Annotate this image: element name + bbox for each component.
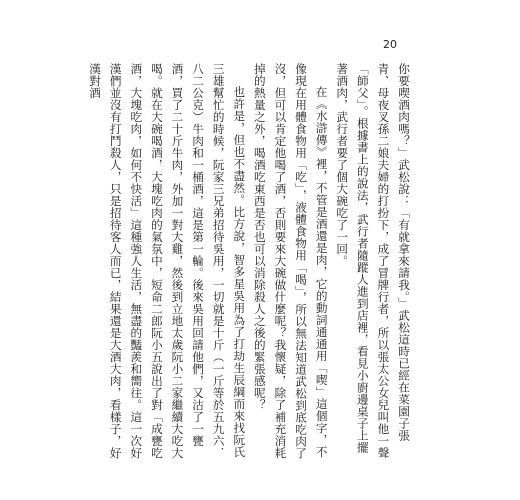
paragraph-3: 也許是，但也不盡然。比方說，智多星吳用為了打劫生辰綱而來找阮氏三雄幫忙的時候，阮家三兄弟招待吳用，一切就是十斤（一斤等於五九六．八二公克）牛肉和一桶酒，這是第一輪。後來吳用回請他們，又沽了一甕酒，買了二十斤牛肉，外加一對大雞，然後到立地太歲阮小二家繼續大吃大喝。就在大碗喝酒，大塊吃肉的氣氛中，短命二郎阮小五說出了對「成甕吃酒，大塊吃肉，如何不快活」這種強人生活，無盡的豔羨和嚮往。這一次好漢們並沒有打鬥殺人，只是招待客人而已，結果還是大酒大肉，看樣子，好漢對酒 — [88, 63, 247, 459]
paragraph-2: 在《水滸傳》裡，不管是酒還是肉，它的動詞通通用「喫」這個字，不像現在用體食物用「吃」，液體食物用「喝」，所以無法知道武松到底吃肉了沒，但可以肯定他喝了酒，否則要來大碗做什麼呢？我懷疑，除了補充消耗掉的熱量之外，喝酒吃東西是否也可以消除殺人之後的緊張感呢？ — [252, 63, 329, 460]
page-number: 20 — [383, 38, 397, 51]
paragraph-1: 你要喫酒肉嗎？」武松說：「有就拿來請我。」武松這時已經在菜園子張青、母夜叉孫二娘夫婦的打扮下，成了冒牌行者，所以張太公女兒叫他一聲「師父」。根據書上的說法，武行者隨蹤人進到店裡，看見小廚邊桌子上擺著酒肉，武行者要了個大碗吃了一回。 — [335, 63, 411, 459]
body-text — [85, 63, 415, 463]
